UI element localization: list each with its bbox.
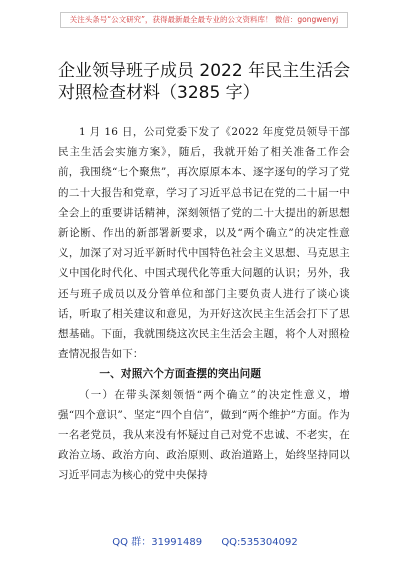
- footer-qq-group: QQ 群：31991489: [112, 537, 203, 548]
- promo-banner: 关注头条号“公文研究”，获得最新最全最专业的公文资料库！ 微信：gongwenyj: [60, 12, 348, 28]
- section-heading: 一、对照六个方面查摆的突出问题: [99, 368, 262, 381]
- footer-qq: QQ:535304092: [221, 537, 298, 548]
- document-body: [58, 122, 350, 486]
- document-title: 企业领导班子成员 2022 年民主生活会对照检查材料（3285 字）: [58, 61, 351, 103]
- page-footer: [95, 533, 315, 548]
- intro-paragraph: 1 月 16 日，公司党委下发了《2022 年度党员领导干部民主生活会实施方案》，随后，我就开始了相关准备工作会前，我围绕“七个聚焦”，再次原原本本、逐字逐句的学习了党的二十大报告和党章，学习了习近平总书记在党的二十届一中全会上的重要讲话精神，深刻领悟了党的二十大提出的新思想新论断、作出的新部署新要求，以及“两个确立”的决定性意义，加深了对习近平新时代中国特色社会主义思想、马克思主义中国化时代化、中国式现代化等重大问题的认识；另外，我还与班子成员以及分管单位和部门主要负责人进行了谈心谈话，听取了相关建议和意见，为开好这次民主生活会打下了思想基础。下面，我就围绕这次民主生活会主题，将个人对照检查情况报告如下：: [58, 126, 350, 361]
- section-paragraph: （一）在带头深刻领悟“两个确立”的决定性意义，增强“四个意识”、坚定“四个自信”，做到“两个维护”方面。作为一名老党员，我从来没有怀疑过自己对党不忠诚、不老实，在政治立场、政治方向、政治原则、政治道路上，始终坚持同以习近平同志为核心的党中央保持: [58, 388, 350, 482]
